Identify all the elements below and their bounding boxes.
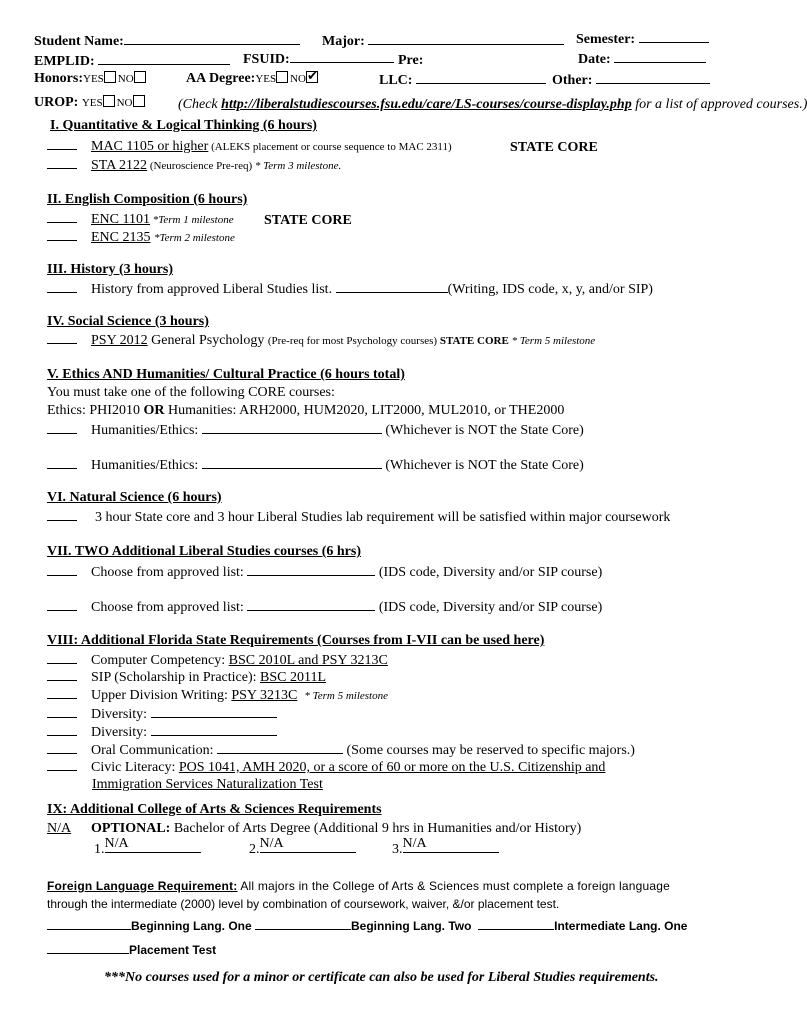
- requirement-row: [47, 758, 605, 776]
- course-field[interactable]: [217, 740, 343, 754]
- requirement-row: [47, 686, 388, 705]
- item-number: 1.: [94, 842, 105, 857]
- requirement-tail: (Some courses may be reserved to specific majors.): [346, 743, 635, 758]
- requirement-label: Upper Division Writing:: [91, 688, 232, 703]
- date-row: [578, 49, 706, 68]
- emplid-row: [34, 51, 230, 70]
- ba-course-value: N/A: [104, 836, 129, 851]
- course-code: PSY 2012: [91, 333, 148, 348]
- course-field[interactable]: [202, 420, 382, 434]
- requirement-value-continued: Immigration Services Naturalization Test: [92, 777, 323, 792]
- course-code: STA 2122: [91, 158, 148, 173]
- check-blank[interactable]: [47, 758, 77, 771]
- course-note-open: (: [208, 141, 215, 153]
- requirement-row: [47, 331, 595, 350]
- semester-row: [576, 29, 709, 48]
- semester-label: Semester:: [576, 32, 636, 47]
- core-courses-line: [47, 402, 564, 419]
- humanities-courses: Humanities: ARH2000, HUM2020, LIT2000, MUL2010, or THE2000: [164, 403, 565, 418]
- requirement-label: Humanities/Ethics:: [91, 458, 199, 473]
- requirement-label: Choose from approved list:: [91, 565, 244, 580]
- honors-no-label: NO: [117, 73, 134, 85]
- emplid-field[interactable]: [98, 51, 230, 65]
- state-core-badge: STATE CORE: [264, 213, 352, 228]
- honors-no-checkbox[interactable]: [134, 71, 146, 83]
- check-blank[interactable]: [47, 668, 77, 681]
- requirement-label: Computer Competency:: [91, 653, 229, 668]
- check-note: [178, 96, 807, 113]
- requirement-label: Oral Communication:: [91, 743, 214, 758]
- check-blank[interactable]: [47, 651, 77, 664]
- fsuid-label: FSUID:: [243, 52, 290, 67]
- fsuid-field[interactable]: [290, 49, 394, 63]
- course-note: (Neuroscience Pre-req): [147, 160, 255, 172]
- course-code: ENC 1101: [91, 212, 150, 227]
- check-blank[interactable]: [47, 741, 77, 754]
- requirement-tail: (Writing, IDS code, x, y, and/or SIP): [447, 282, 653, 297]
- check-blank[interactable]: [47, 280, 77, 293]
- section-title: VIII: Additional Florida State Requirements (Courses from I-VII can be used here): [47, 633, 545, 648]
- section-title: V. Ethics AND Humanities/ Cultural Practice (6 hours total): [47, 367, 405, 382]
- student-name-label: Student Name:: [34, 34, 124, 49]
- check-blank[interactable]: [47, 156, 77, 169]
- ba-course-field[interactable]: [403, 838, 499, 853]
- course-note: (Pre-req for most Psychology courses): [267, 335, 440, 347]
- requirement-row: [47, 704, 277, 723]
- course-field[interactable]: [151, 722, 277, 736]
- milestone-note: * Term 5 milestone: [508, 335, 596, 347]
- course-note: ALEKS placement or course sequence to MAC 2311): [214, 141, 452, 153]
- placement-row: [47, 942, 216, 959]
- ba-course-field[interactable]: [260, 838, 356, 853]
- requirement-label: Humanities/Ethics:: [91, 423, 199, 438]
- check-suffix: for a list of approved courses.): [631, 97, 807, 112]
- check-blank[interactable]: [47, 331, 77, 344]
- intermediate-one-label: Intermediate Lang. One: [554, 919, 688, 933]
- check-blank[interactable]: [47, 598, 77, 611]
- milestone-note: *Term 2 milestone: [154, 232, 235, 244]
- milestone-note: * Term 3 milestone.: [254, 160, 342, 172]
- course-code: MAC 1105 or higher: [91, 139, 209, 154]
- aa-no-checkbox[interactable]: [306, 71, 318, 83]
- requirement-row: [47, 562, 602, 581]
- instruction-text: You must take one of the following CORE courses:: [47, 385, 335, 400]
- llc-field[interactable]: [416, 70, 546, 84]
- milestone-note: *Term 1 milestone: [149, 214, 234, 226]
- requirement-row: [47, 420, 584, 439]
- ethics-courses: Ethics: PHI2010: [47, 403, 144, 418]
- placement-test-label: Placement Test: [129, 943, 217, 957]
- aa-degree-label: AA Degree:: [186, 71, 256, 86]
- course-field[interactable]: [247, 562, 375, 576]
- requirement-row: [47, 210, 234, 229]
- aa-degree-row: [186, 70, 320, 88]
- requirement-value: PSY 3213C: [231, 688, 298, 703]
- course-field[interactable]: [202, 455, 382, 469]
- section-title: I. Quantitative & Logical Thinking (6 hours): [50, 118, 317, 133]
- beginning-one-label: Beginning Lang. One: [131, 919, 252, 933]
- requirement-value: BSC 2011L: [260, 670, 327, 685]
- beginning-two-field[interactable]: [255, 918, 351, 930]
- section-title: IV. Social Science (3 hours): [47, 314, 209, 329]
- aa-yes-label: YES: [255, 73, 277, 85]
- requirement-text: History from approved Liberal Studies list.: [91, 282, 333, 297]
- urop-label: UROP:: [34, 95, 79, 110]
- requirement-row: [47, 455, 584, 474]
- check-blank[interactable]: [47, 137, 77, 150]
- check-blank[interactable]: [47, 723, 77, 736]
- approved-courses-link[interactable]: http://liberalstudiescourses.fsu.edu/care/LS-courses/course-display.php: [221, 97, 632, 112]
- major-label: Major:: [322, 34, 365, 49]
- llc-row: [379, 70, 546, 89]
- requirement-tail: (IDS code, Diversity and/or SIP course): [378, 600, 603, 615]
- intermediate-one-field[interactable]: [478, 918, 554, 930]
- requirement-label: Diversity:: [91, 725, 147, 740]
- item-number: 3.: [392, 842, 403, 857]
- student-name-row: [34, 31, 300, 50]
- date-label: Date:: [578, 52, 611, 67]
- check-blank[interactable]: [47, 228, 77, 241]
- date-field[interactable]: [614, 49, 706, 63]
- requirement-row: [47, 228, 235, 247]
- aa-yes-checkbox[interactable]: [276, 71, 288, 83]
- foreign-language-label: Foreign Language Requirement:: [47, 879, 238, 893]
- footer-note: ***No courses used for a minor or certificate can also be used for Liberal Studies requirements.: [104, 970, 659, 985]
- check-blank[interactable]: [47, 456, 77, 469]
- major-row: [322, 31, 564, 50]
- section-title: VI. Natural Science (6 hours): [47, 490, 222, 505]
- course-title: General Psychology: [147, 333, 268, 348]
- ba-course-1: [94, 838, 201, 858]
- na-value: N/A: [47, 821, 72, 836]
- requirement-row: [47, 597, 602, 616]
- ba-course-field[interactable]: [105, 838, 201, 853]
- language-row: [47, 918, 687, 935]
- semester-field[interactable]: [639, 29, 709, 43]
- honors-yes-label: YES: [83, 73, 104, 85]
- ba-course-value: N/A: [259, 836, 284, 851]
- requirement-label: SIP (Scholarship in Practice):: [91, 670, 261, 685]
- requirement-row: [47, 508, 670, 526]
- check-blank[interactable]: [47, 686, 77, 699]
- section-title: VII. TWO Additional Liberal Studies courses (6 hrs): [47, 544, 362, 559]
- course-field[interactable]: [247, 597, 375, 611]
- placement-test-field[interactable]: [47, 942, 129, 954]
- pre-label: Pre:: [398, 53, 424, 68]
- requirement-label: Choose from approved list:: [91, 600, 244, 615]
- requirement-label: Civic Literacy:: [91, 760, 179, 775]
- requirement-tail: (Whichever is NOT the State Core): [385, 423, 584, 438]
- urop-yes-checkbox[interactable]: [103, 95, 115, 107]
- major-field[interactable]: [368, 31, 564, 45]
- requirement-row: [47, 651, 388, 669]
- course-code: ENC 2135: [91, 230, 151, 245]
- or-text: OR: [143, 403, 165, 418]
- state-core-badge: STATE CORE: [439, 335, 509, 347]
- honors-row: [34, 70, 148, 88]
- section-title: II. English Composition (6 hours): [47, 192, 248, 207]
- requirement-tail: (IDS code, Diversity and/or SIP course): [378, 565, 603, 580]
- beginning-two-label: Beginning Lang. Two: [351, 919, 472, 933]
- foreign-language-line2: through the intermediate (2000) level by combination of coursework, waiver, &/or placement test.: [47, 897, 560, 911]
- llc-label: LLC:: [379, 73, 413, 88]
- urop-no-checkbox[interactable]: [133, 95, 145, 107]
- honors-yes-checkbox[interactable]: [104, 71, 116, 83]
- emplid-label: EMPLID:: [34, 54, 95, 69]
- course-field[interactable]: [151, 704, 277, 718]
- check-blank[interactable]: [47, 563, 77, 576]
- check-prefix: (Check: [178, 97, 222, 112]
- optional-text: Bachelor of Arts Degree (Additional 9 hrs in Humanities and/or History): [170, 821, 582, 836]
- honors-label: Honors:: [34, 71, 83, 86]
- check-blank[interactable]: [47, 421, 77, 434]
- requirement-value: POS 1041, AMH 2020, or a score of 60 or more on the U.S. Citizenship and: [178, 760, 606, 775]
- other-row: [552, 70, 710, 89]
- foreign-language-line1: [47, 878, 670, 895]
- requirement-label: Diversity:: [91, 707, 147, 722]
- aa-no-label: NO: [290, 73, 306, 85]
- requirement-row: [47, 668, 326, 686]
- optional-label: OPTIONAL:: [91, 821, 171, 836]
- requirement-tail: (Whichever is NOT the State Core): [385, 458, 584, 473]
- item-number: 2.: [249, 842, 260, 857]
- requirement-value: BSC 2010L and PSY 3213C: [228, 653, 388, 668]
- requirement-row: [47, 740, 635, 759]
- ba-course-3: [392, 838, 499, 858]
- student-name-field[interactable]: [124, 31, 300, 45]
- urop-row: [34, 94, 147, 112]
- requirement-row: [47, 722, 277, 741]
- pre-row: [398, 52, 423, 69]
- requirement-row: [47, 279, 653, 298]
- section-title: IX: Additional College of Arts & Sciences Requirements: [47, 802, 382, 817]
- urop-no-label: NO: [116, 97, 133, 109]
- requirement-text: 3 hour State core and 3 hour Liberal Studies lab requirement will be satisfied within major coursework: [95, 510, 671, 525]
- milestone-note: * Term 5 milestone: [304, 690, 388, 702]
- ba-course-value: N/A: [402, 836, 427, 851]
- requirement-row: [47, 137, 452, 156]
- fsuid-row: [243, 49, 394, 68]
- ba-course-2: [249, 838, 356, 858]
- check-blank[interactable]: [47, 508, 77, 521]
- foreign-language-text: All majors in the College of Arts & Sciences must complete a foreign language: [237, 879, 670, 893]
- check-blank[interactable]: [47, 210, 77, 223]
- check-blank[interactable]: [47, 705, 77, 718]
- course-field[interactable]: [336, 279, 448, 293]
- other-field[interactable]: [596, 70, 710, 84]
- beginning-one-field[interactable]: [47, 918, 131, 930]
- urop-yes-label: YES: [81, 97, 103, 109]
- other-label: Other:: [552, 73, 593, 88]
- state-core-badge: STATE CORE: [510, 140, 598, 155]
- section-title: III. History (3 hours): [47, 262, 174, 277]
- requirement-row: [47, 156, 341, 175]
